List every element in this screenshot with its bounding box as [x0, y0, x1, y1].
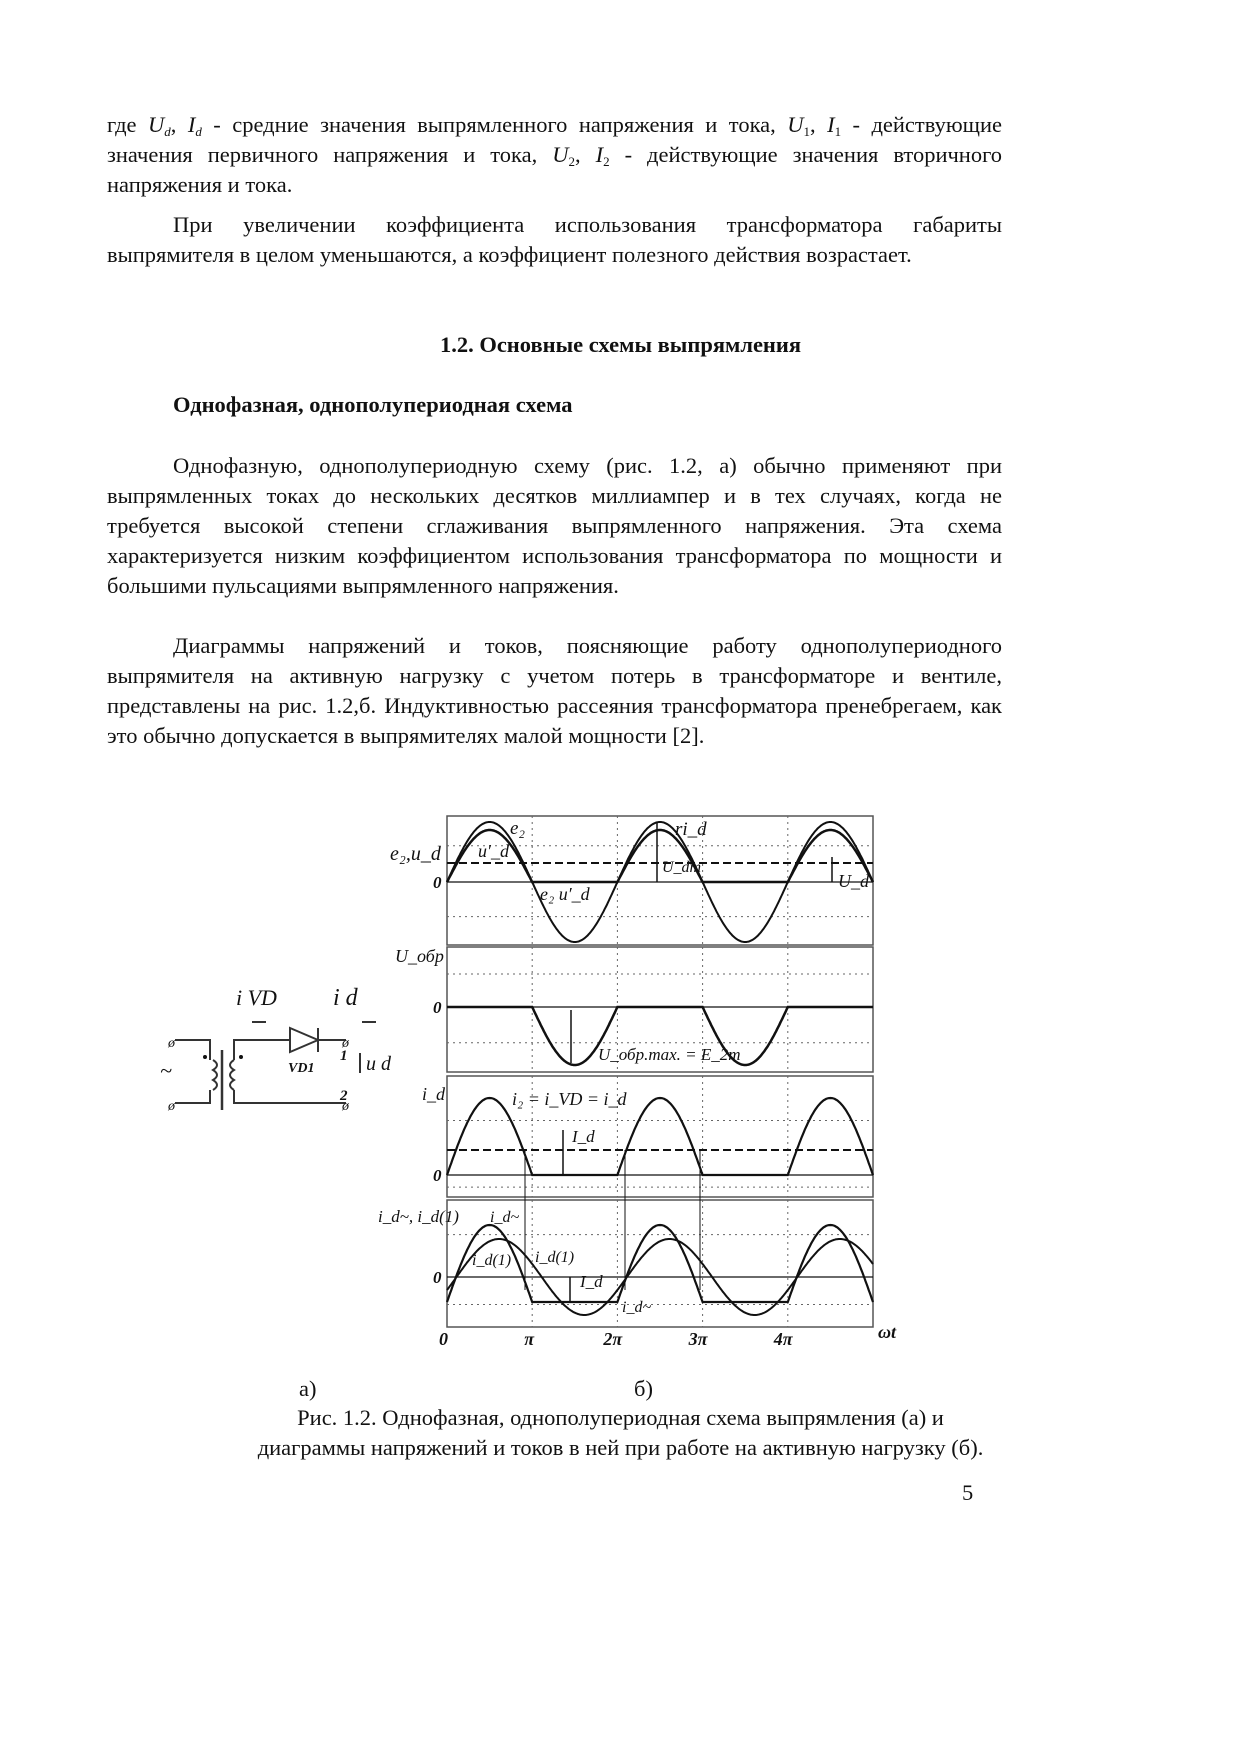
- plot-label-p1_Ud: U_d: [838, 871, 869, 891]
- id-curve: [447, 1098, 873, 1175]
- caption-line-2: диаграммы напряжений и токов в ней при работе на активную нагрузку (б).: [257, 1435, 984, 1460]
- intro-paragraph: где $U_d$, $I_d$ - средние значения выпрямленного напряжения и тока, $U_1$, $I_1$ - действующие значения первичного напряжения и тока, $U_2$, $I_2$ - действующие значения вторичного напряжения и тока.: [107, 112, 1003, 197]
- paragraph-2: Диаграммы напряжений и токов, поясняющие работу однополупериодного выпрямителя на активную нагрузку с учетом потерь в трансформаторе и вентиле, представлены на рис. 1.2,б. Индуктивностью рассеяния трансформатора пренебрегаем, как это обычно допускается в выпрямителях малой мощности [2].: [107, 633, 1002, 748]
- zero-label: 0: [433, 998, 442, 1017]
- subsection-title: Однофазная, однополупериодная схема: [173, 392, 573, 417]
- plot-label-p4_b: i_d(1): [472, 1252, 512, 1269]
- plot-label-p1_neg: e₂ u′_d: [540, 884, 590, 904]
- terminal-1: 1: [340, 1048, 348, 1064]
- page-number: 5: [962, 1480, 974, 1505]
- dot-primary: [203, 1055, 207, 1059]
- label-vd1: VD1: [288, 1061, 315, 1076]
- plot-label-p1_rid: ri_d: [675, 819, 707, 840]
- zero-label: 0: [433, 1166, 442, 1185]
- plot-label-p2_max: U_обр.max. = E_2m: [598, 1045, 741, 1064]
- primary-wires: [175, 1040, 210, 1103]
- primary-coil: [213, 1060, 217, 1090]
- label-u-d: u d: [366, 1053, 391, 1075]
- terminal-icon: ø: [168, 1099, 175, 1114]
- label-i-vd: i VD: [236, 985, 277, 1010]
- label-i-d: i d: [333, 985, 358, 1011]
- x-tick-label: 2π: [603, 1329, 623, 1349]
- zero-label: 0: [433, 873, 442, 892]
- label-b: б): [634, 1376, 653, 1401]
- plot-label-p4_Id: I_d: [580, 1272, 603, 1291]
- terminal-icon: ø: [342, 1036, 349, 1051]
- zero-label: 0: [433, 1268, 442, 1287]
- section-title: 1.2. Основные схемы выпрямления: [439, 332, 802, 357]
- plot-panel-3: [447, 1076, 873, 1197]
- dot-secondary: [239, 1055, 243, 1059]
- plot-label-p3_ylabel: i_d: [422, 1084, 446, 1104]
- plot-label-p1_e2: e₂: [510, 818, 526, 839]
- diode-symbol: [290, 1028, 318, 1052]
- x-tick-label: 4π: [773, 1329, 793, 1349]
- x-axis-label: ωt: [878, 1322, 897, 1342]
- ac-source-symbol: ~: [160, 1058, 172, 1083]
- plot-label-p1_ylabel: e₂,u_d: [390, 843, 441, 865]
- label-a: а): [299, 1376, 317, 1401]
- plot-label-p4_ylabel: i_d~, i_d(1): [378, 1207, 459, 1226]
- plot-label-p1_udm: U_dm: [662, 859, 702, 876]
- x-tick-label: 0: [439, 1329, 448, 1349]
- secondary-coil: [230, 1060, 234, 1090]
- plot-label-p3_Id: I_d: [572, 1127, 595, 1146]
- caption-line-1: Рис. 1.2. Однофазная, однополупериодная схема выпрямления (а) и: [297, 1405, 944, 1430]
- terminal-2: 2: [340, 1088, 348, 1104]
- plot-label-p4_d: i_d~: [622, 1299, 652, 1316]
- paragraph-1: Однофазную, однополупериодную схему (рис. 1.2, а) обычно применяют при выпрямленных токах до нескольких десятков миллиампер и в тех случаях, когда не требуется высокой степени сглаживания выпрямленного напряжения. Эта схема характеризуется низким коэффициентом использования трансформатора по мощности и большими пульсациями выпрямленного напряжения.: [107, 453, 1002, 598]
- x-tick-label: π: [524, 1329, 535, 1349]
- x-tick-label: 3π: [688, 1329, 708, 1349]
- plot-label-p4_c: i_d(1): [535, 1249, 575, 1266]
- plot-label-p3_eq: i₂ = i_VD = i_d: [512, 1089, 627, 1109]
- plot-label-p4_a: i_d~: [490, 1209, 520, 1226]
- intro-paragraph-2: При увеличении коэффициента использования трансформатора габариты выпрямителя в целом уменьшаются, а коэффициент полезного действия возрастает.: [107, 212, 1002, 267]
- terminal-icon: ø: [168, 1036, 175, 1051]
- plot-label-p2_ylabel: U_обр: [395, 946, 444, 966]
- terminal-icon: ø: [342, 1099, 349, 1114]
- plot-label-p1_ud: u′_d: [478, 841, 509, 861]
